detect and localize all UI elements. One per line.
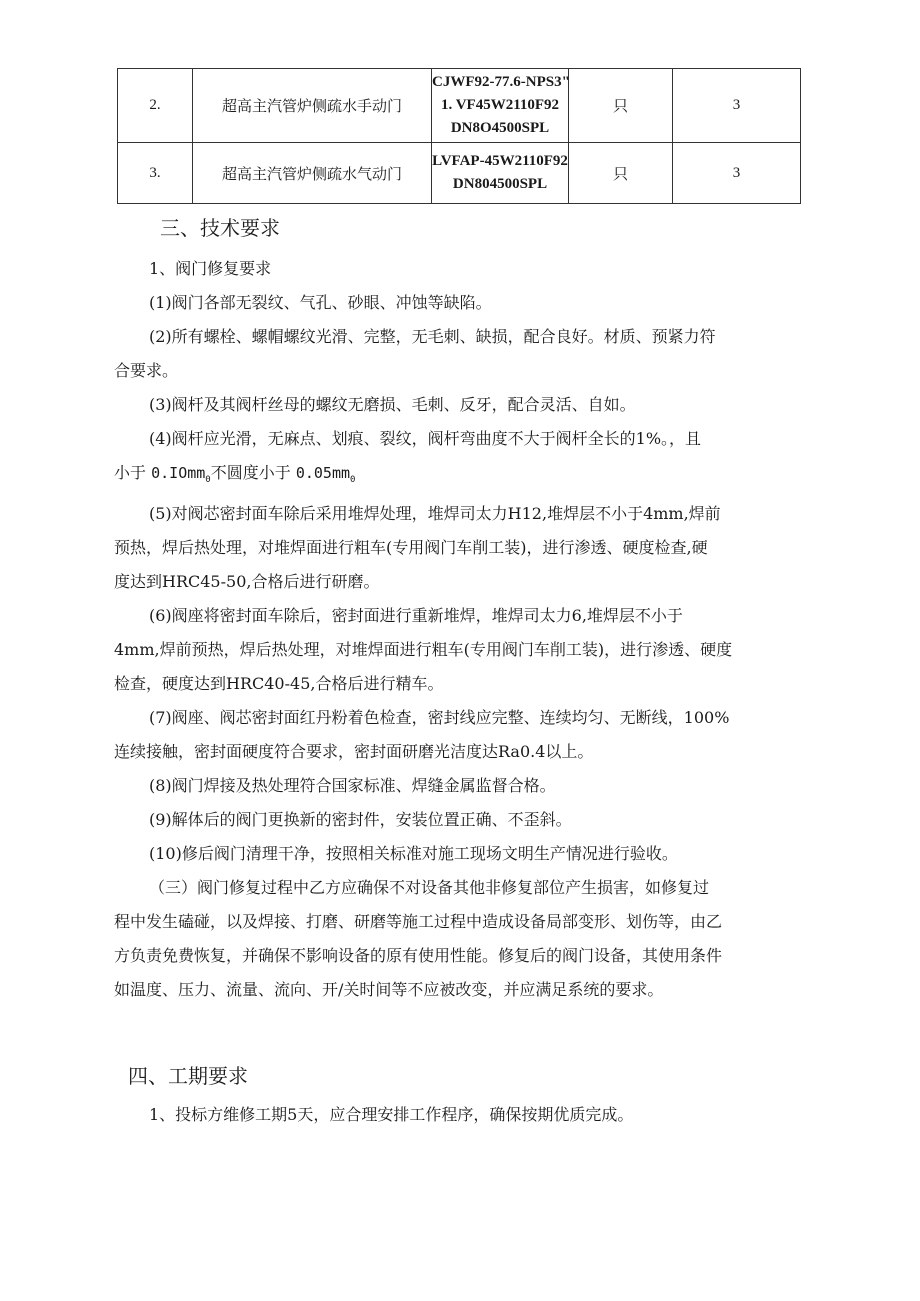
requirement-2: (2)所有螺栓、螺帽螺纹光滑、完整，无毛刺、缺损，配合良好。材质、预紧力符 xyxy=(149,327,716,346)
schedule-requirement-1: 1、投标方维修工期5天，应合理安排工作程序，确保按期优质完成。 xyxy=(149,1105,634,1124)
subscript: 0 xyxy=(350,475,356,486)
subscript: 0 xyxy=(205,475,211,486)
section-4-body xyxy=(114,1098,814,1132)
row-index: 3. xyxy=(118,143,193,204)
valve-name: 超高主汽管炉侧疏水气动门 xyxy=(193,143,432,204)
requirement-2-cont: 合要求。 xyxy=(114,361,179,380)
paragraph-3-cont: 程中发生磕碰，以及焊接、打磨、研磨等施工过程中造成设备局部变形、划伤等，由乙 xyxy=(114,912,723,932)
requirement-7-cont: 连续接触，密封面硬度符合要求，密封面研磨光洁度达Ra0.4以上。 xyxy=(114,742,594,762)
section-3-heading: 三、技术要求 xyxy=(160,216,280,240)
model-line: DN8O4500SPL xyxy=(450,120,550,136)
unit-cell: 只 xyxy=(569,143,673,204)
model-line: DN804500SPL xyxy=(452,176,548,192)
valve-spec-table xyxy=(117,68,801,204)
quantity-cell: 3 xyxy=(673,69,801,143)
requirement-5: (5)对阀芯密封面车除后采用堆焊处理，堆焊司太力H12,堆焊层不小于4mm,焊前 xyxy=(149,504,721,524)
paragraph-3-cont: 方负责免费恢复，并确保不影响设备的原有使用性能。修复后的阀门设备，其使用条件 xyxy=(114,946,723,966)
requirement-6-cont: 检查，硬度达到HRC40-45,合格后进行精车。 xyxy=(114,674,444,694)
requirement-4-cont xyxy=(114,456,814,497)
model-line: CJWF92-77.6-NPS3" xyxy=(432,74,570,90)
requirement-10: (10)修后阀门清理干净，按照相关标准对施工现场文明生产情况进行验收。 xyxy=(149,844,678,864)
table-row xyxy=(118,69,801,143)
model-line: 1. VF45W2110F92 xyxy=(440,97,560,113)
text-fragment: 小于 xyxy=(114,463,147,482)
requirement-6-cont: 4mm,焊前预热，焊后热处理，对堆焊面进行粗车(专用阀门车削工装)，进行渗透、硬度 xyxy=(114,640,733,660)
requirement-5-cont: 度达到HRC45-50,合格后进行研磨。 xyxy=(114,572,380,592)
requirement-9: (9)解体后的阀门更换新的密封件，安装位置正确、不歪斜。 xyxy=(149,810,572,830)
subheading-valve-repair: 1、阀门修复要求 xyxy=(149,259,272,278)
valve-model xyxy=(432,69,569,143)
requirement-3: (3)阀杆及其阀杆丝母的螺纹无磨损、毛刺、反牙，配合灵活、自如。 xyxy=(149,395,636,414)
model-line: LVFAP-45W2110F92 xyxy=(432,153,568,169)
valve-model xyxy=(432,143,569,204)
paragraph-3-cont: 如温度、压力、流量、流向、开/关时间等不应被改变，并应满足系统的要求。 xyxy=(114,980,664,1000)
row-index: 2. xyxy=(118,69,193,143)
section-3-body xyxy=(114,252,814,1007)
requirement-1: (1)阀门各部无裂纹、气孔、砂眼、冲蚀等缺陷。 xyxy=(149,293,492,312)
requirement-6: (6)阀座将密封面车除后，密封面进行重新堆焊，堆焊司太力6,堆焊层不小于 xyxy=(149,606,683,626)
requirement-8: (8)阀门焊接及热处理符合国家标准、焊缝金属监督合格。 xyxy=(149,776,556,796)
quantity-cell: 3 xyxy=(673,143,801,204)
valve-name: 超高主汽管炉侧疏水手动门 xyxy=(193,69,432,143)
text-fragment: 不圆度小于 xyxy=(210,463,291,482)
table-row xyxy=(118,143,801,204)
requirement-7: (7)阀座、阀芯密封面红丹粉着色检查，密封线应完整、连续均匀、无断线，100% xyxy=(149,708,730,728)
unit-cell: 只 xyxy=(569,69,673,143)
requirement-5-cont: 预热，焊后热处理，对堆焊面进行粗车(专用阀门车削工装)，进行渗透、硬度检查,硬 xyxy=(114,538,708,558)
paragraph-3: （三）阀门修复过程中乙方应确保不对设备其他非修复部位产生损害，如修复过 xyxy=(149,878,710,898)
value-fragment: 0.IOmm xyxy=(151,464,206,482)
section-4-heading: 四、工期要求 xyxy=(128,1064,248,1088)
value-fragment: 0.05mm xyxy=(295,464,351,482)
requirement-4: (4)阀杆应光滑，无麻点、划痕、裂纹，阀杆弯曲度不大于阀杆全长的1%。，且 xyxy=(149,429,702,448)
